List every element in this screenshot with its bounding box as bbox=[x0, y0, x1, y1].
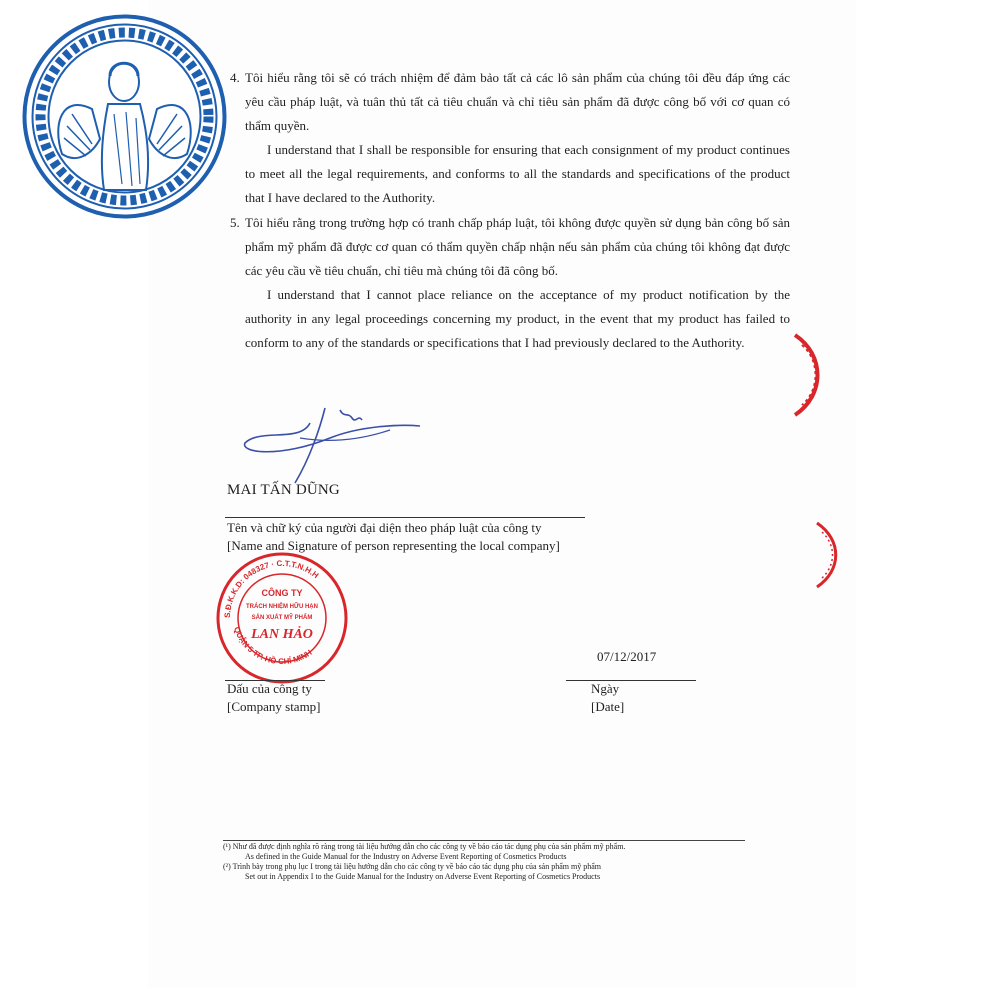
stamp-company-line3: SẢN XUẤT MỸ PHẨM bbox=[251, 615, 313, 621]
clause-number: 4. bbox=[230, 70, 240, 85]
date-value: 07/12/2017 bbox=[597, 649, 657, 664]
footnote-divider bbox=[223, 840, 745, 841]
date-label-vi: Ngày bbox=[591, 681, 620, 696]
stamp-bottom-text: QUẬN 5 TP. HỒ CHÍ MINH bbox=[232, 625, 314, 667]
footnote-2-vi bbox=[223, 862, 783, 872]
company-stamp-icon bbox=[212, 548, 352, 688]
stamp-ring-text: S.Đ.K.K.D: 048327 · C.T.T.N.H.H bbox=[222, 558, 321, 619]
clause-english-text: I understand that I shall be responsible for ensuring that each consignment of my product continues to meet all the legal requirements, and conforms to all the standards and specifications of the product that I have declared to the Authority. bbox=[245, 142, 790, 205]
handwritten-signature-icon bbox=[240, 398, 430, 488]
footnote-2-mark: (²) bbox=[223, 862, 231, 871]
date-label-en: [Date] bbox=[591, 699, 625, 714]
footnote-1-vi-text: Như đã được định nghĩa rõ ràng trong tài liệu hướng dẫn cho các công ty về báo cáo tác dụng phụ của sản phẩm mỹ phẩm. bbox=[232, 842, 626, 851]
footnote-2-vi-text: Trình bày trong phụ lục I trong tài liệu hướng dẫn cho các công ty về báo cáo tác dụng phụ của sản phẩm mỹ phẩm bbox=[232, 862, 601, 871]
stamp-company-name: LAN HẢO bbox=[251, 627, 313, 642]
footnote-1-mark: (¹) bbox=[223, 842, 231, 851]
clause-5 bbox=[230, 211, 790, 355]
signature-line bbox=[225, 517, 585, 518]
angel-logo-icon bbox=[22, 14, 227, 219]
signer-name: MAI TẤN DŨNG bbox=[227, 482, 340, 498]
partial-seal-icon bbox=[790, 330, 820, 420]
clause-4 bbox=[230, 66, 790, 210]
footnote-1-vi bbox=[223, 842, 783, 852]
stamp-label-en: [Company stamp] bbox=[227, 699, 321, 714]
stamp-label bbox=[227, 680, 321, 716]
partial-seal-icon bbox=[814, 520, 838, 590]
date-label bbox=[591, 680, 624, 716]
signature-label-vi: Tên và chữ ký của người đại diện theo pháp luật của công ty bbox=[227, 520, 542, 535]
clause-number: 5. bbox=[230, 215, 240, 230]
signature-label-en: [Name and Signature of person representing the local company] bbox=[227, 538, 560, 553]
clause-english-text: I understand that I cannot place reliance on the acceptance of my product notification by the authority in any legal proceedings concerning my product, in the event that my product has failed to conform to any of the standards or specifications that I had previously declared to the Authority. bbox=[245, 287, 790, 350]
date-line bbox=[566, 680, 696, 681]
stamp-company-line1: CÔNG TY bbox=[261, 588, 303, 598]
clause-vietnamese-text: Tôi hiểu rằng trong trường hợp có tranh chấp pháp luật, tôi không được quyền sử dụng bản công bố sản phẩm mỹ phẩm đã được cơ quan có thẩm quyền chấp nhận nếu sản phẩm của chúng tôi không đạt được các yêu cầu về tiêu chuẩn, chỉ tiêu mà chúng tôi đã công bố. bbox=[245, 215, 790, 278]
stamp-company-line2: TRÁCH NHIỆM HỮU HẠN bbox=[246, 604, 318, 610]
clause-vietnamese-text: Tôi hiểu rằng tôi sẽ có trách nhiệm để đảm bảo tất cả các lô sản phẩm của chúng tôi đều đáp ứng các yêu cầu pháp luật, và tuân thủ tất cả tiêu chuẩn và chỉ tiêu sản phẩm đã được công bố với cơ quan có thẩm quyền. bbox=[245, 70, 790, 133]
footnote-2-en: Set out in Appendix I to the Guide Manual for the Industry on Adverse Event Reporting of Cosmetics Products bbox=[245, 872, 601, 881]
stamp-label-vi: Dấu của công ty bbox=[227, 681, 312, 696]
footnotes bbox=[223, 842, 783, 882]
footnote-1-en: As defined in the Guide Manual for the Industry on Adverse Event Reporting of Cosmetics Products bbox=[245, 852, 567, 861]
